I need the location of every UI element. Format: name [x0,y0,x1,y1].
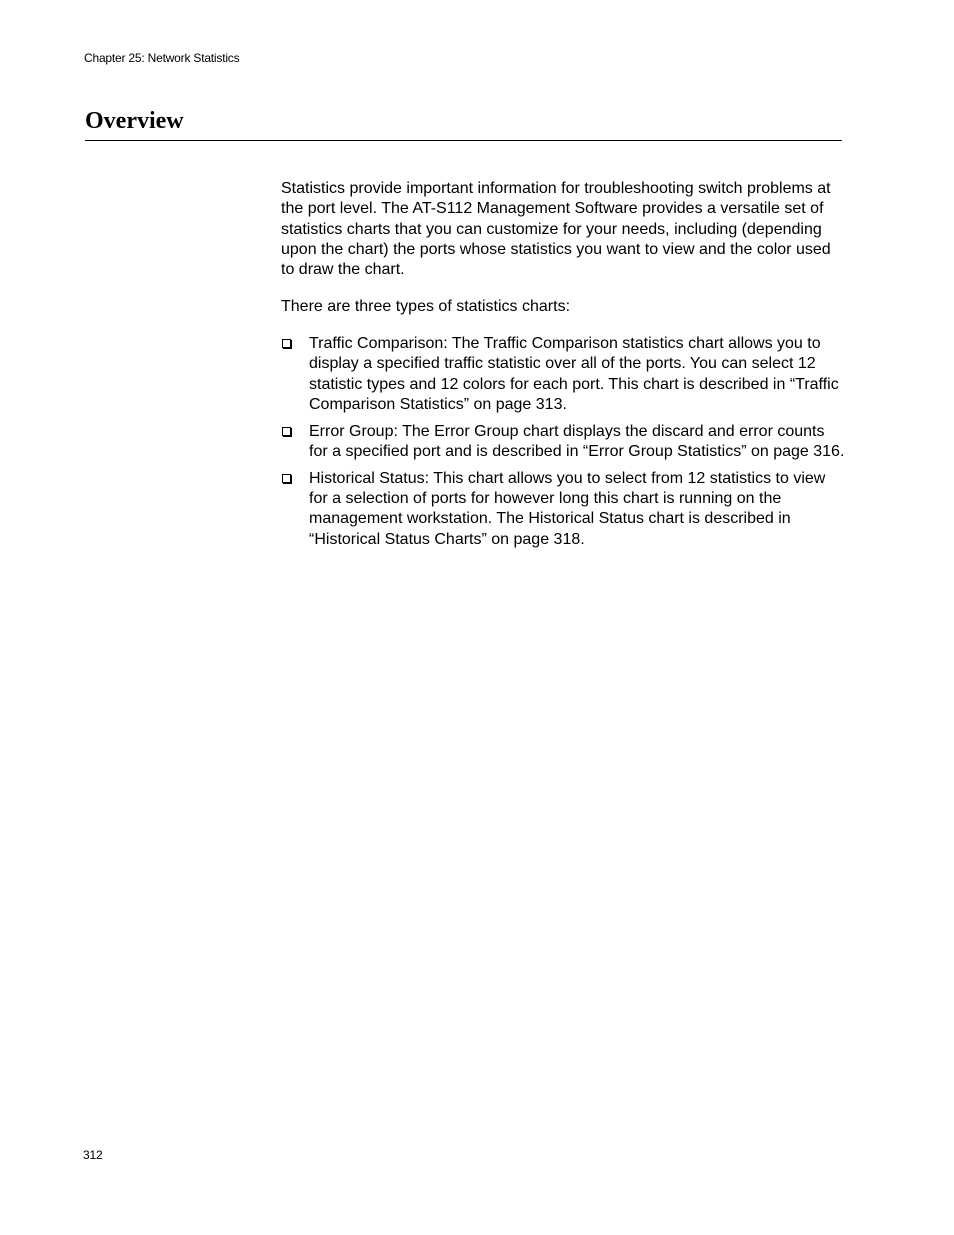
square-bullet-icon [282,427,291,436]
chart-types-intro: There are three types of statistics charts: [281,298,571,315]
list-item-text: Traffic Comparison: The Traffic Comparison statistics chart allows you to display a specified traffic statistic over all of the ports. You can select 12 statistic types and 12 colors for each port. This chart is described in “Traffic Comparison Statistics” on page 313. [309,335,839,413]
page-number: 312 [83,1148,103,1162]
list-item-text: Error Group: The Error Group chart displays the discard and error counts for a specified port and is described in “Error Group Statistics” on page 316. [309,422,845,460]
chart-types-list [281,334,846,556]
list-item [281,422,846,463]
list-item [281,469,846,550]
title-divider [85,140,842,141]
square-bullet-icon [282,339,291,348]
section-title: Overview [85,108,184,134]
list-item [281,334,846,415]
intro-paragraph: Statistics provide important information for troubleshooting switch problems at the port level. The AT-S112 Management Software provides a versatile set of statistics charts that you can customize for your needs, including (depending upon the chart) the ports whose statistics you want to view and the color used to draw the chart. [281,180,831,279]
square-bullet-icon [282,474,291,483]
list-item-text: Historical Status: This chart allows you to select from 12 statistics to view for a selection of ports for however long this chart is running on the management workstation. The Historical Status chart is described in “Historical Status Charts” on page 318. [309,469,826,548]
running-header: Chapter 25: Network Statistics [84,51,240,65]
